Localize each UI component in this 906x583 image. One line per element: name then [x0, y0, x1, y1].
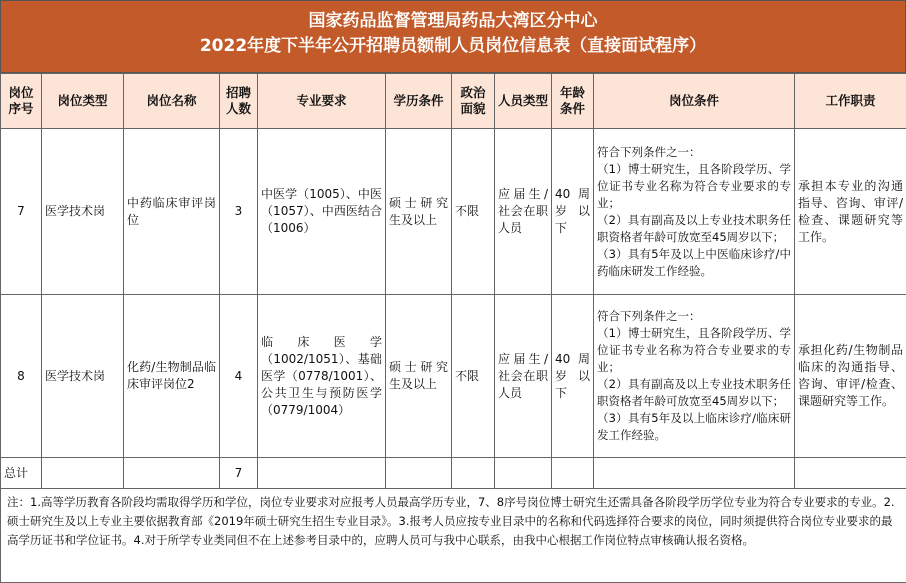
- empty-cell: [42, 458, 124, 489]
- header-education: 学历条件: [386, 74, 452, 129]
- notes-text: 注：1.高等学历教育各阶段均需取得学历和学位，岗位专业要求对应报考人员最高学历专业，7、8序号岗位博士研究生还需具备各阶段学历学位专业为符合专业要求的专业。2.硕士研究生及以上专业主要依据教育部《2019年硕士研究生招生专业目录》。3.报考人员应按专业目录中的名称和代码选择符合要求的岗位，同时须提供符合岗位专业要求的最高学历证书和学位证书。4.对于所学专业类同但不在上述参考目录中的，应聘人员可与我中心联系，由我中心根据工作岗位特点审核确认报名资格。: [1, 489, 906, 583]
- header-duties: 工作职责: [795, 74, 906, 129]
- header-count: 招聘人数: [220, 74, 258, 129]
- header-seq: 岗位序号: [1, 74, 42, 129]
- table-title: [0, 0, 906, 73]
- condition-line: （3）具有5年及以上中医临床诊疗/中药临床研发工作经验。: [597, 246, 791, 280]
- total-row: [1, 458, 906, 489]
- condition-line: （3）具有5年及以上临床诊疗/临床研发工作经验。: [597, 410, 791, 444]
- empty-cell: [495, 458, 552, 489]
- cell-political: 不限: [452, 129, 495, 295]
- header-type: 岗位类型: [42, 74, 124, 129]
- cell-education: 硕士研究生及以上: [386, 129, 452, 295]
- empty-cell: [452, 458, 495, 489]
- condition-line: （2）具有副高及以上专业技术职务任职资格者年龄可放宽至45周岁以下；: [597, 376, 791, 410]
- header-major: 专业要求: [258, 74, 386, 129]
- empty-cell: [386, 458, 452, 489]
- header-person-type: 人员类型: [495, 74, 552, 129]
- cell-duties: 承担化药/生物制品临床的沟通指导、咨询、审评/检查、课题研究等工作。: [795, 295, 906, 458]
- empty-cell: [594, 458, 795, 489]
- table-row: [1, 129, 906, 295]
- header-name: 岗位名称: [124, 74, 220, 129]
- cell-type: 医学技术岗: [42, 129, 124, 295]
- condition-line: 符合下列条件之一：: [597, 308, 791, 325]
- condition-line: （1）博士研究生，且各阶段学历、学位证书专业名称为符合专业要求的专业；: [597, 325, 791, 376]
- title-line-1: 国家药品监督管理局药品大湾区分中心: [1, 9, 905, 33]
- cell-political: 不限: [452, 295, 495, 458]
- cell-conditions: [594, 129, 795, 295]
- cell-duties: 承担本专业的沟通指导、咨询、审评/检查、课题研究等工作。: [795, 129, 906, 295]
- cell-person-type: 应届生/社会在职人员: [495, 129, 552, 295]
- condition-line: （1）博士研究生，且各阶段学历、学位证书专业名称为符合专业要求的专业；: [597, 161, 791, 212]
- total-count: 7: [220, 458, 258, 489]
- cell-seq: 7: [1, 129, 42, 295]
- cell-major: 临床医学（1002/1051）、基础医学（0778/1001）、公共卫生与预防医学（0779/1004）: [258, 295, 386, 458]
- cell-major: 中医学（1005）、中医（1057）、中西医结合（1006）: [258, 129, 386, 295]
- total-label: 总计: [1, 458, 42, 489]
- header-row: [1, 74, 906, 129]
- cell-name: 中药临床审评岗位: [124, 129, 220, 295]
- table-row: [1, 295, 906, 458]
- cell-age: 40周岁以下: [552, 129, 594, 295]
- cell-education: 硕士研究生及以上: [386, 295, 452, 458]
- header-conditions: 岗位条件: [594, 74, 795, 129]
- cell-conditions: [594, 295, 795, 458]
- cell-person-type: 应届生/社会在职人员: [495, 295, 552, 458]
- cell-type: 医学技术岗: [42, 295, 124, 458]
- cell-name: 化药/生物制品临床审评岗位2: [124, 295, 220, 458]
- cell-count: 3: [220, 129, 258, 295]
- header-political: 政治面貌: [452, 74, 495, 129]
- condition-line: （2）具有副高及以上专业技术职务任职资格者年龄可放宽至45周岁以下；: [597, 212, 791, 246]
- cell-count: 4: [220, 295, 258, 458]
- empty-cell: [795, 458, 906, 489]
- title-line-2: 2022年度下半年公开招聘员额制人员岗位信息表（直接面试程序）: [1, 33, 905, 59]
- cell-age: 40周岁以下: [552, 295, 594, 458]
- empty-cell: [258, 458, 386, 489]
- cell-seq: 8: [1, 295, 42, 458]
- condition-line: 符合下列条件之一：: [597, 144, 791, 161]
- empty-cell: [552, 458, 594, 489]
- notes-row: [1, 489, 906, 583]
- empty-cell: [124, 458, 220, 489]
- position-info-table: [0, 73, 906, 583]
- header-age: 年龄条件: [552, 74, 594, 129]
